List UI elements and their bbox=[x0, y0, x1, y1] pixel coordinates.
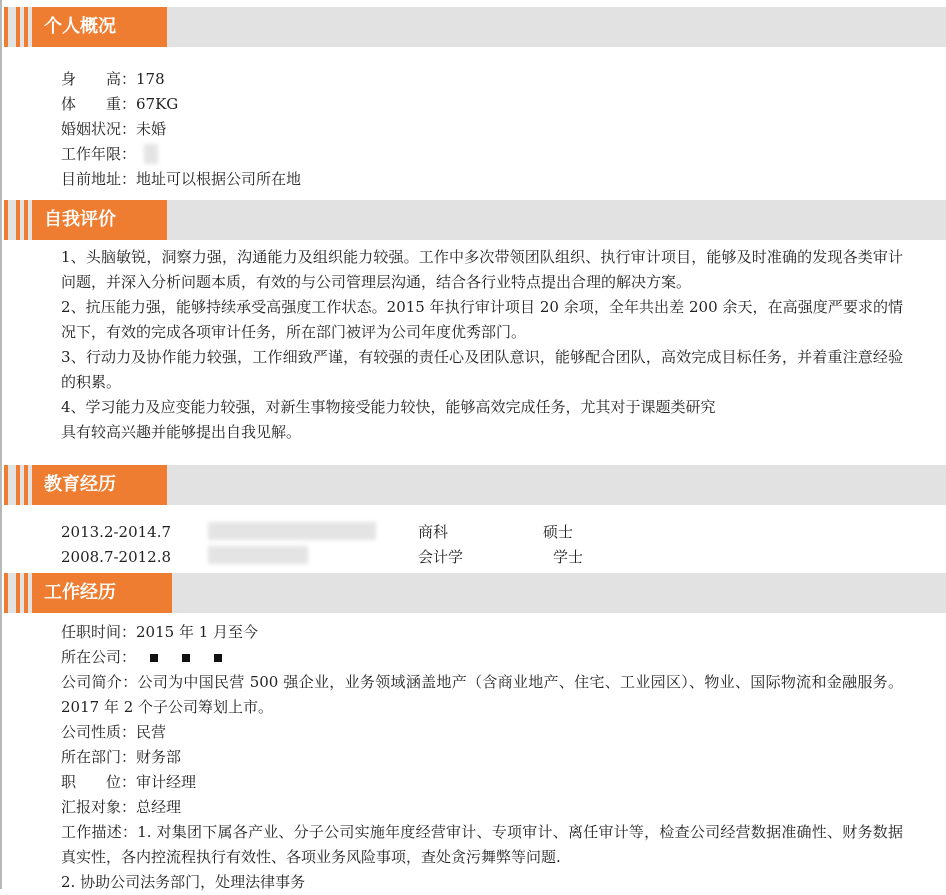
report-row bbox=[61, 795, 181, 820]
position-row bbox=[61, 770, 196, 795]
field-label: 目前地址： bbox=[61, 170, 137, 188]
nature-row bbox=[61, 720, 166, 745]
position-value: 审计经理 bbox=[136, 773, 197, 791]
section-title: 个人概况 bbox=[32, 7, 167, 47]
edu-period: 2008.7-2012.8 bbox=[61, 548, 172, 566]
field-label: 身 高： bbox=[61, 70, 137, 88]
company-intro-value: 公司为中国民营 500 强企业，业务领域涵盖地产（含商业地产、住宅、工业园区）、物业、国际物流和金融服务。2017 年 2 个子公司筹划上市。 bbox=[61, 673, 903, 716]
marital-value: 未婚 bbox=[136, 120, 167, 138]
edu-degree: 学士 bbox=[553, 548, 584, 566]
company-row bbox=[61, 645, 246, 670]
field-label: 所在部门： bbox=[61, 748, 137, 766]
redacted-value bbox=[144, 144, 158, 164]
accent-stripe bbox=[24, 573, 28, 613]
accent-stripe bbox=[16, 200, 20, 240]
self-eval-item-2: 2、抗压能力强，能够持续承受高强度工作状态。2015 年执行审计项目 20 余项，全年共出差 200 余天，在高强度严要求的情况下，有效的完成各项审计任务，所在部门被评为公司年度优秀部门。 bbox=[61, 298, 903, 341]
field-label: 工作年限： bbox=[61, 145, 137, 163]
accent-stripe bbox=[4, 465, 8, 505]
education-row bbox=[61, 520, 171, 545]
redacted-school bbox=[208, 546, 308, 564]
field-label: 公司简介： bbox=[61, 673, 138, 691]
edu-period: 2013.2-2014.7 bbox=[61, 523, 172, 541]
height-value: 178 bbox=[136, 70, 165, 88]
education-row bbox=[61, 545, 171, 570]
height-row bbox=[61, 67, 165, 92]
accent-stripe bbox=[4, 7, 8, 47]
accent-stripe bbox=[4, 200, 8, 240]
company-intro-row bbox=[61, 670, 903, 720]
section-title: 工作经历 bbox=[32, 573, 172, 613]
nature-value: 民营 bbox=[136, 723, 167, 741]
report-value: 总经理 bbox=[136, 798, 182, 816]
accent-stripe bbox=[4, 573, 8, 613]
accent-stripe bbox=[24, 7, 28, 47]
redacted-company bbox=[150, 648, 246, 666]
field-label: 体 重： bbox=[61, 95, 137, 113]
dept-value: 财务部 bbox=[136, 748, 182, 766]
section-header-education bbox=[4, 465, 946, 505]
edu-major: 会计学 bbox=[418, 548, 464, 566]
accent-stripe bbox=[16, 573, 20, 613]
dept-row bbox=[61, 745, 181, 770]
self-eval-item-3: 3、行动力及协作能力较强，工作细致严谨，有较强的责任心及团队意识，能够配合团队，高效完成目标任务，并着重注意经验的积累。 bbox=[61, 348, 903, 391]
self-eval-item-1: 1、头脑敏锐，洞察力强，沟通能力及组织能力较强。工作中多次带领团队组织、执行审计项目，能够及时准确的发现各类审计问题，并深入分析问题本质，有效的与公司管理层沟通，结合各行业特点提出合理的解决方案。 bbox=[61, 248, 903, 291]
weight-row bbox=[61, 92, 178, 117]
section-header-self-eval bbox=[4, 200, 946, 240]
redaction-block bbox=[182, 654, 190, 662]
left-border bbox=[0, 0, 2, 889]
field-label: 任职时间： bbox=[61, 623, 137, 641]
weight-value: 67KG bbox=[136, 95, 179, 113]
accent-stripe bbox=[16, 7, 20, 47]
field-label: 工作描述： bbox=[61, 823, 138, 841]
accent-stripe bbox=[16, 465, 20, 505]
self-eval-item-4-cont: 具有较高兴趣并能够提出自我见解。 bbox=[61, 423, 302, 441]
address-value: 地址可以根据公司所在地 bbox=[136, 170, 302, 188]
address-row bbox=[61, 167, 301, 192]
marital-row bbox=[61, 117, 166, 142]
field-label: 汇报对象： bbox=[61, 798, 137, 816]
accent-stripe bbox=[24, 465, 28, 505]
job-desc-row bbox=[61, 820, 903, 870]
field-label: 所在公司： bbox=[61, 648, 137, 666]
job-desc-value: 1. 对集团下属各产业、分子公司实施年度经营审计、专项审计、离任审计等，检查公司经营数据准确性、财务数据真实性，各内控流程执行有效性、各项业务风险事项，查处贪污舞弊等问题. bbox=[61, 823, 903, 866]
tenure-row bbox=[61, 620, 258, 645]
edu-major: 商科 bbox=[418, 523, 449, 541]
years-row bbox=[61, 142, 136, 167]
section-header-work bbox=[4, 573, 946, 613]
edu-degree: 硕士 bbox=[543, 523, 574, 541]
field-label: 职 位： bbox=[61, 773, 137, 791]
redaction-block bbox=[214, 654, 222, 662]
tenure-value: 2015 年 1 月至今 bbox=[136, 623, 259, 641]
section-header-personal bbox=[4, 7, 946, 47]
redacted-school bbox=[208, 522, 376, 540]
field-label: 公司性质： bbox=[61, 723, 137, 741]
section-title: 自我评价 bbox=[32, 200, 167, 240]
field-label: 婚姻状况： bbox=[61, 120, 137, 138]
self-eval-item-4: 4、学习能力及应变能力较强，对新生事物接受能力较快，能够高效完成任务，尤其对于课题类研究 bbox=[61, 398, 716, 416]
job-desc-item-2: 2. 协助公司法务部门，处理法律事务 bbox=[61, 873, 306, 891]
redaction-block bbox=[150, 654, 158, 662]
section-title: 教育经历 bbox=[32, 465, 167, 505]
accent-stripe bbox=[24, 200, 28, 240]
